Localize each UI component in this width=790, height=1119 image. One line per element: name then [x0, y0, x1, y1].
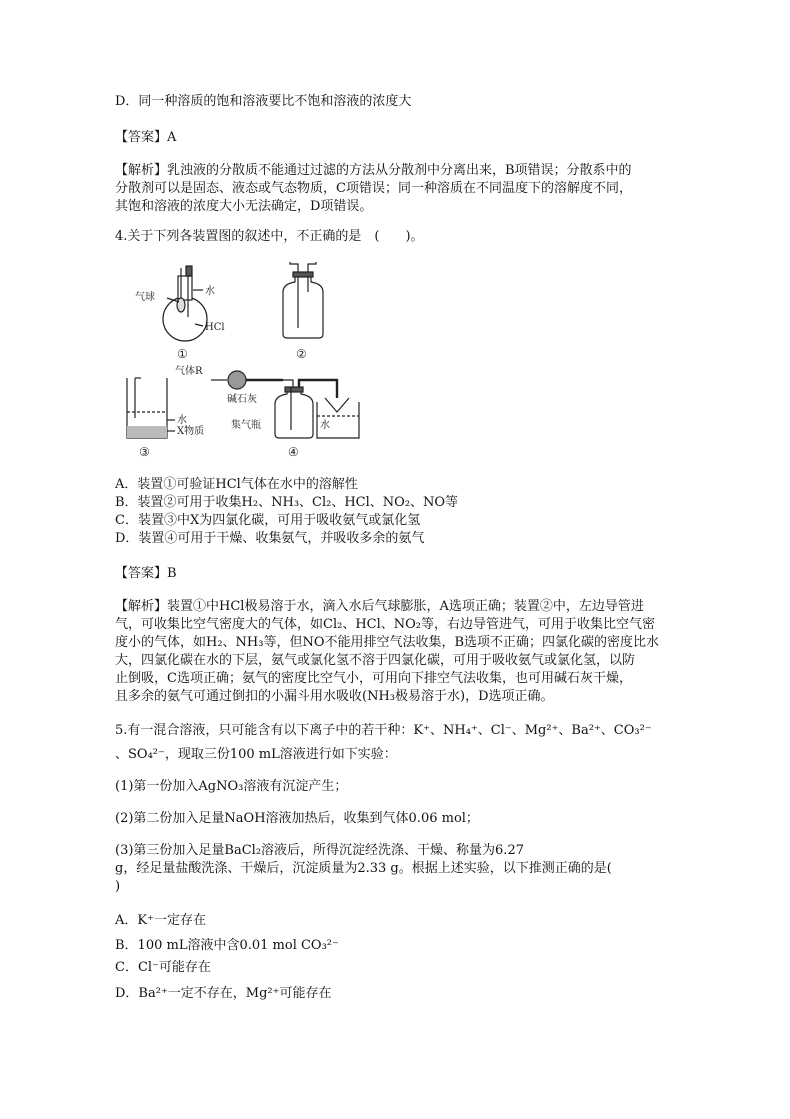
- q5-option-d: D．Ba²⁺一定不存在，Mg²⁺可能存在: [115, 986, 332, 1001]
- q4-explain-5: 止倒吸，C选项正确；氨气的密度比空气小，可用向下排空气法收集，也可用碱石灰干燥，: [115, 671, 632, 686]
- q4-option-c: C．装置③中X为四氯化碳，可用于吸收氨气或氯化氢: [115, 513, 421, 528]
- q3-explain-2: 分散剂可以是固态、液态或气态物质，C项错误；同一种溶质在不同温度下的溶解度不同，: [115, 181, 632, 196]
- fig-label-water-2: 水: [177, 415, 187, 426]
- fig-label-n3: ③: [139, 445, 150, 459]
- q5-exp-3b: g，经足量盐酸洗涤、干燥后，沉淀质量为2.33 g。根据上述实验，以下推测正确的是(: [115, 861, 612, 876]
- q4-explain-2: 气，可收集比空气密度大的气体，如Cl₂、HCl、NO₂等，右边导管进气，可用于收集比空气密: [115, 617, 656, 632]
- fig-label-gas-r: 气体R: [175, 366, 203, 377]
- fig-label-water-3: 水: [320, 420, 330, 431]
- q3-option-d: D．同一种溶质的饱和溶液要比不饱和溶液的浓度大: [115, 94, 412, 109]
- q4-explain-3: 度小的气体，如H₂、NH₃等，但NO不能用排空气法收集，B选项不正确；四氯化碳的密度比水: [115, 635, 660, 650]
- q5-exp-2: (2)第二份加入足量NaOH溶液加热后，收集到气体0.06 mol；: [115, 811, 479, 826]
- q3-explain-1: 【解析】乳浊液的分散质不能通过过滤的方法从分散剂中分离出来，B项错误；分散系中的: [115, 163, 632, 178]
- fig-label-water-1: 水: [205, 286, 215, 297]
- q4-option-a: A．装置①可验证HCl气体在水中的溶解性: [115, 477, 358, 492]
- fig-label-n1: ①: [177, 347, 188, 361]
- q4-stem: 4.关于下列各装置图的叙述中，不正确的是 ( )。: [115, 229, 424, 244]
- q5-option-c: C．Cl⁻可能存在: [115, 960, 211, 975]
- fig-label-soda-lime: 碱石灰: [227, 394, 257, 405]
- fig-label-x: X物质: [177, 426, 205, 437]
- q4-option-b: B．装置②可用于收集H₂、NH₃、Cl₂、HCl、NO₂、NO等: [115, 495, 459, 510]
- q5-exp-3a: (3)第三份加入足量BaCl₂溶液后，所得沉淀经洗涤、干燥、称量为6.27: [115, 843, 524, 858]
- q3-explain-3: 其饱和溶液的浓度大小无法确定，D项错误。: [115, 199, 373, 214]
- fig-label-n2: ②: [296, 347, 307, 361]
- q5-option-b: B．100 mL溶液中含0.01 mol CO₃²⁻: [115, 938, 339, 953]
- q5-stem-1: 5.有一混合溶液，只可能含有以下离子中的若干种：K⁺、NH₄⁺、Cl⁻、Mg²⁺、Ba²⁺、CO₃²⁻: [115, 723, 652, 738]
- q5-stem-2: 、SO₄²⁻，现取三份100 mL溶液进行如下实验：: [115, 747, 397, 762]
- q4-explain-1: 【解析】装置①中HCl极易溶于水，滴入水后气球膨胀，A选项正确；装置②中，左边导管进: [115, 599, 644, 614]
- q4-explain-6: 且多余的氨气可通过倒扣的小漏斗用水吸收(NH₃极易溶于水)，D选项正确。: [115, 689, 554, 704]
- q4-explain-4: 大，四氯化碳在水的下层，氨气或氯化氢不溶于四氯化碳，可用于吸收氨气或氯化氢，以防: [115, 653, 636, 668]
- q3-answer: 【答案】A: [115, 130, 177, 145]
- apparatus-figure: [115, 262, 455, 470]
- q5-exp-1: (1)第一份加入AgNO₃溶液有沉淀产生；: [115, 779, 348, 794]
- fig-label-hcl: HCl: [205, 322, 225, 333]
- q4-answer: 【答案】B: [115, 566, 177, 581]
- q5-exp-3c: ): [115, 879, 121, 894]
- q4-option-d: D．装置④可用于干燥、收集氨气，并吸收多余的氨气: [115, 531, 425, 546]
- fig-label-balloon: 气球: [135, 292, 155, 303]
- q5-option-a: A．K⁺一定存在: [115, 913, 206, 928]
- fig-label-n4: ④: [288, 445, 299, 459]
- fig-label-bottle: 集气瓶: [231, 420, 261, 431]
